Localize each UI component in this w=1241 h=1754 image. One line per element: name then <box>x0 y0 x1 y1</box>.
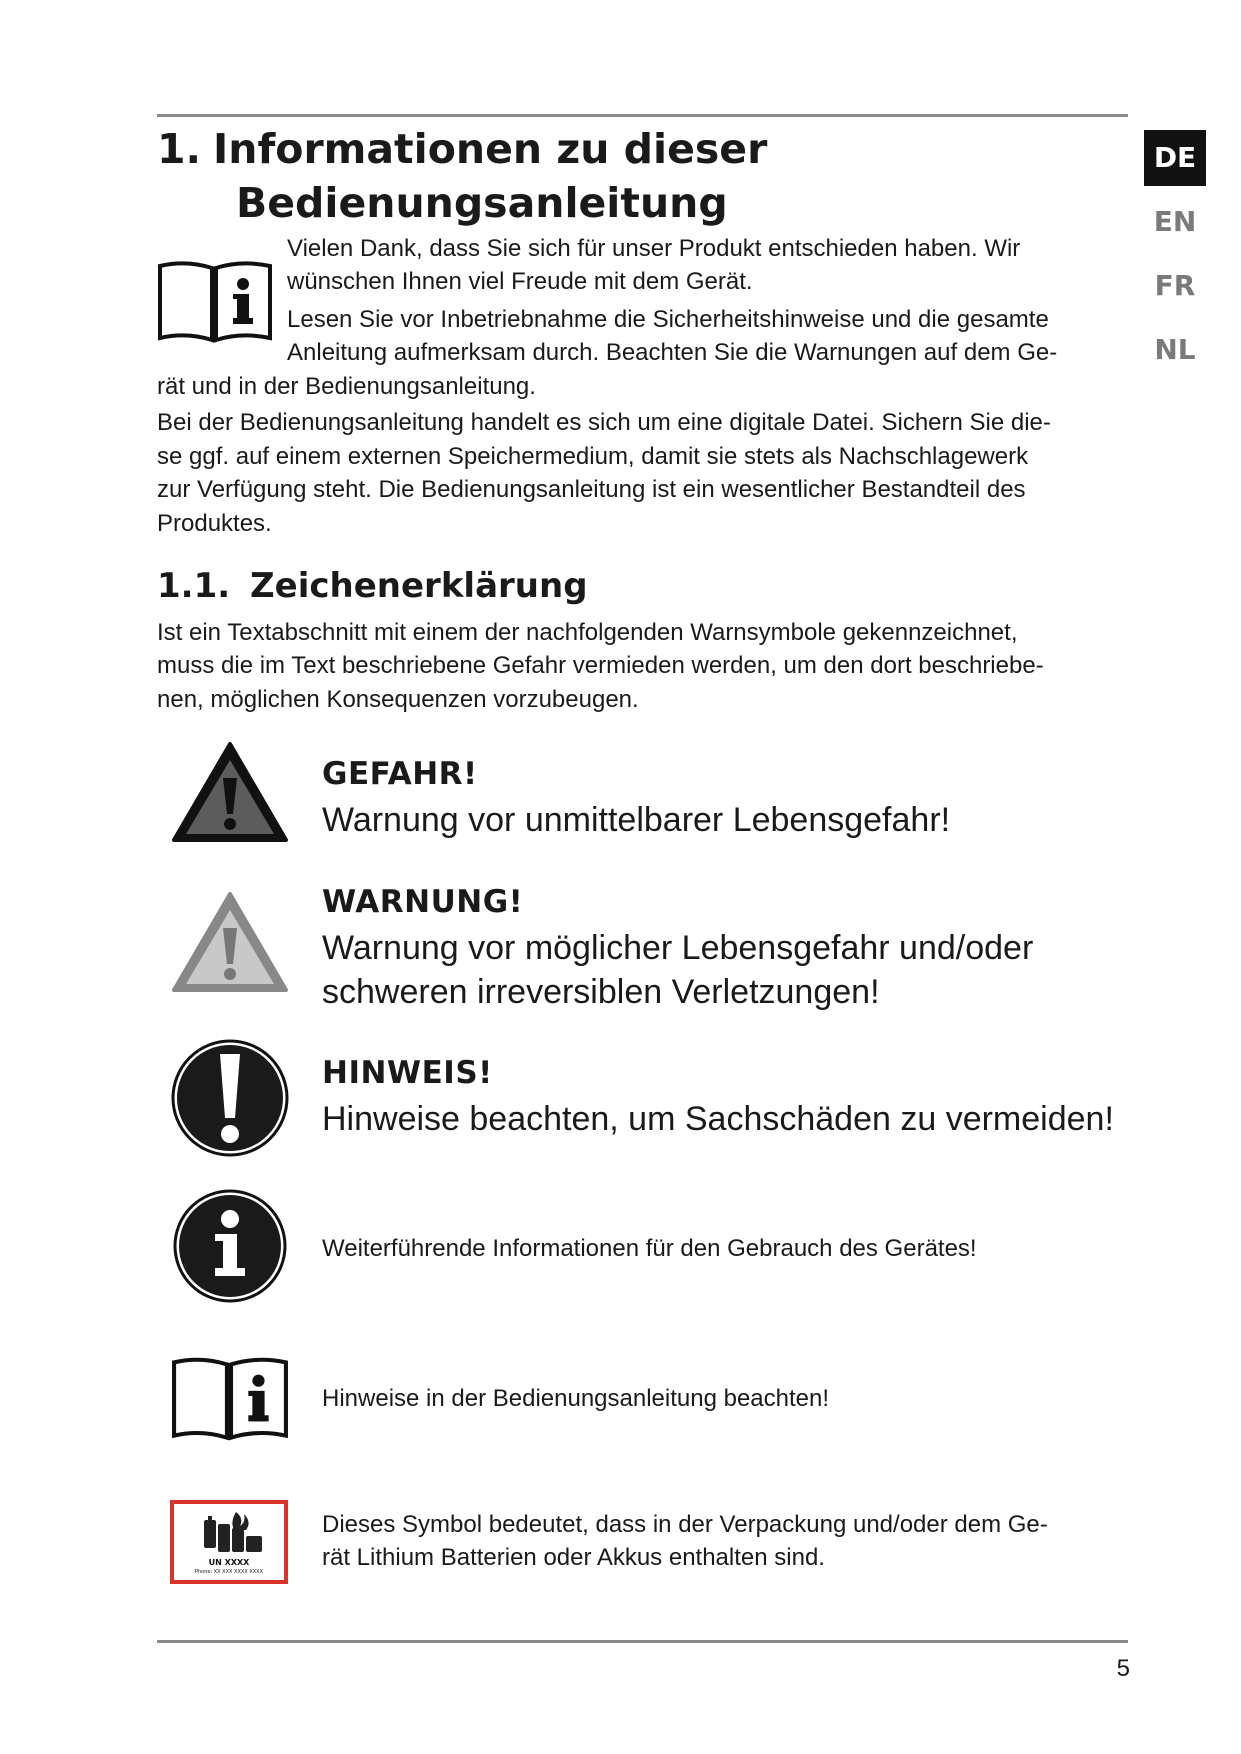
exclamation-circle-icon <box>170 1038 290 1158</box>
warning-triangle-icon <box>170 890 290 994</box>
intro-line-2: wünschen Ihnen viel Freude mit dem Gerät. <box>287 268 753 295</box>
lithium-label-phone: Phone: XX XXX XXXX XXXX <box>194 1569 264 1575</box>
intro-line-1: Vielen Dank, dass Sie sich für unser Produkt entschieden haben. Wir <box>287 235 1021 262</box>
warning-title: WARNUNG! <box>322 884 524 920</box>
subsection-line-2: muss die im Text beschriebene Gefahr vermieden werden, um den dort beschriebe- <box>157 652 1044 679</box>
body-line-2: se ggf. auf einem externen Speichermedium, damit sie stets als Nachschlagewerk <box>157 443 1029 470</box>
body-line-3: zur Verfügung steht. Die Bedienungsanleitung ist ein wesentlicher Bestandteil des <box>157 476 1026 503</box>
lang-tab-nl[interactable]: NL <box>1154 333 1196 366</box>
info-text: Weiterführende Informationen für den Gebrauch des Gerätes! <box>322 1235 977 1262</box>
info-circle-icon <box>172 1188 288 1304</box>
page-number: 5 <box>1116 1655 1130 1682</box>
warning-text-line-1: Warnung vor möglicher Lebensgefahr und/oder <box>322 929 1034 967</box>
lang-tab-fr[interactable]: FR <box>1154 269 1196 302</box>
notice-text: Hinweise beachten, um Sachschäden zu vermeiden! <box>322 1100 1114 1138</box>
subsection-number: 1.1. <box>157 566 231 606</box>
lithium-text-line-1: Dieses Symbol bedeutet, dass in der Verpackung und/oder dem Ge- <box>322 1511 1048 1538</box>
intro-line-3: Lesen Sie vor Inbetriebnahme die Sicherheitshinweise und die gesamte <box>287 306 1049 333</box>
intro-line-5: rät und in der Bedienungsanleitung. <box>157 373 536 400</box>
subsection-title: Zeichenerklärung <box>250 566 588 606</box>
danger-text: Warnung vor unmittelbarer Lebensgefahr! <box>322 801 951 839</box>
body-line-1: Bei der Bedienungsanleitung handelt es sich um eine digitale Datei. Sichern Sie die- <box>157 409 1051 436</box>
section-title-line2: Bedienungsanleitung <box>236 179 728 227</box>
section-title-line1: Informationen zu dieser <box>213 125 768 173</box>
section-number: 1. <box>157 125 202 173</box>
manual-book-icon <box>170 1354 290 1444</box>
notice-title: HINWEIS! <box>322 1055 493 1091</box>
manual-book-icon <box>156 258 274 346</box>
danger-triangle-icon <box>170 740 290 844</box>
subsection-line-3: nen, möglichen Konsequenzen vorzubeugen. <box>157 686 639 713</box>
top-rule <box>157 114 1128 117</box>
lang-tab-de[interactable]: DE <box>1144 130 1206 186</box>
lithium-label-un: UN XXXX <box>208 1558 250 1567</box>
battery-fire-icon <box>174 1508 284 1560</box>
lang-tab-en[interactable]: EN <box>1153 205 1197 238</box>
lithium-text-line-2: rät Lithium Batterien oder Akkus enthalten sind. <box>322 1544 825 1571</box>
intro-line-4: Anleitung aufmerksam durch. Beachten Sie die Warnungen auf dem Ge- <box>287 339 1058 366</box>
warning-text-line-2: schweren irreversiblen Verletzungen! <box>322 973 880 1011</box>
manual-text: Hinweise in der Bedienungsanleitung beachten! <box>322 1385 830 1412</box>
danger-title: GEFAHR! <box>322 756 478 792</box>
subsection-line-1: Ist ein Textabschnitt mit einem der nachfolgenden Warnsymbole gekennzeichnet, <box>157 619 1018 646</box>
bottom-rule <box>157 1640 1128 1643</box>
body-line-4: Produktes. <box>157 510 272 537</box>
lithium-battery-label-icon <box>170 1500 288 1584</box>
